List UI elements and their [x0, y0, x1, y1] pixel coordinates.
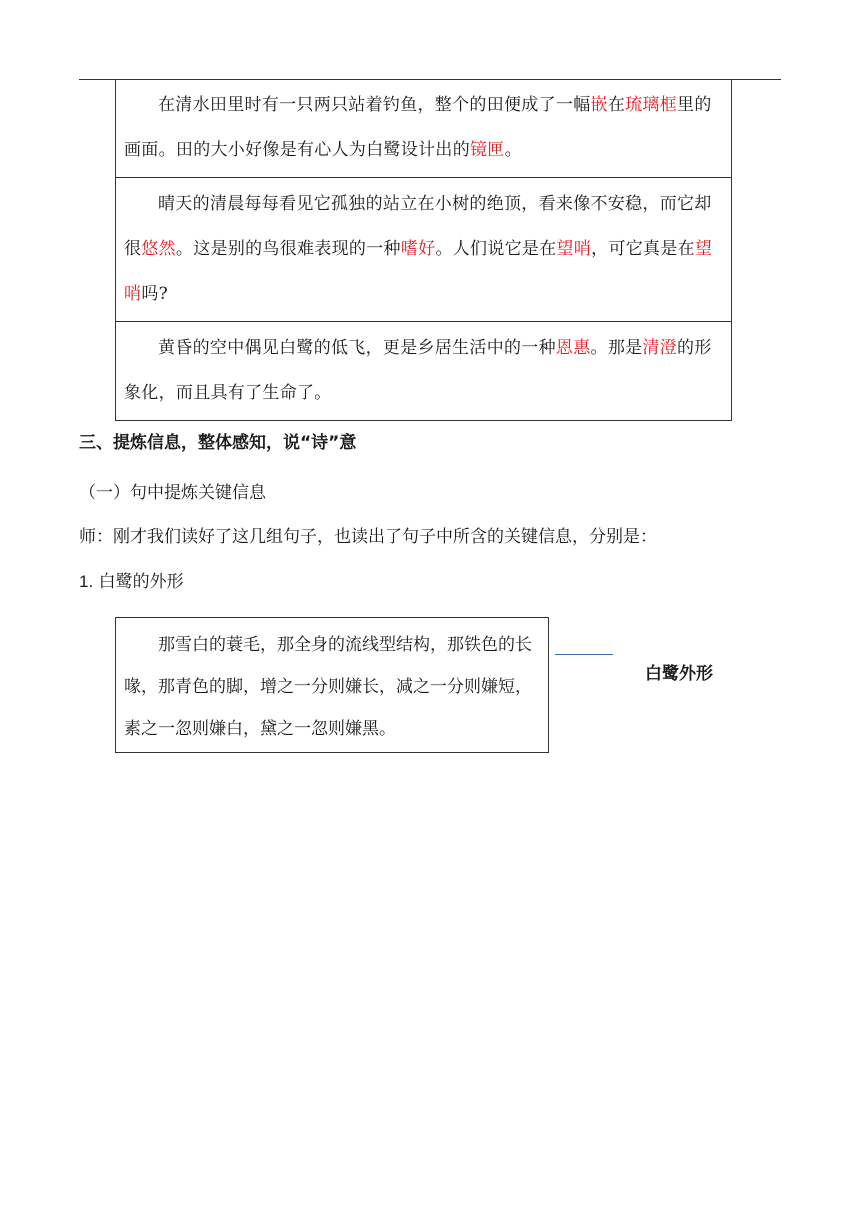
passage-cell [116, 321, 731, 420]
passage-text: 黄昏的空中偶见白鹭的低飞，更是乡居生活中的一种 [158, 338, 556, 358]
passage-text: 在 [607, 95, 626, 115]
highlighted-word: 嗜好 [400, 239, 436, 259]
list-item-text: 白鹭的外形 [93, 572, 184, 592]
quote-box: 那雪白的蓑毛，那全身的流线型结构，那铁色的长喙，那青色的脚，增之一分则嫌长，减之一分则嫌短，素之一忽则嫌白，黛之一忽则嫌黑。 [115, 617, 549, 753]
highlighted-word: 望哨 [556, 239, 592, 259]
highlighted-word: 清澄 [642, 338, 678, 358]
teacher-line: 师：刚才我们读好了这几组句子，也读出了句子中所含的关键信息，分别是： [79, 527, 657, 547]
highlighted-word: 悠然 [141, 239, 176, 259]
highlighted-word: 望哨 [124, 239, 713, 304]
list-item [79, 567, 184, 592]
section-heading: 三、提炼信息，整体感知，说“诗”意 [79, 433, 357, 453]
sub-heading: （一）句中提炼关键信息 [79, 483, 266, 503]
highlighted-word: 琉璃框 [625, 95, 678, 115]
passage-text: ，可它真是在 [591, 239, 695, 259]
passage-text: 的形象化，而且具有了生命了。 [124, 338, 712, 403]
passage-text: 。这是别的鸟很难表现的一种 [175, 239, 401, 259]
passage-table [115, 79, 732, 421]
passage-text: 晴天的清晨每每看见它孤独的站立在小树的绝顶，看来像不安稳，而它却很 [124, 194, 712, 259]
highlighted-word: 镜匣 [470, 140, 505, 160]
highlighted-word: 恩惠 [555, 338, 591, 358]
passage-text: 吗? [141, 284, 169, 304]
passage-text: 里的画面。田的大小好像是有心人为白鹭设计出的 [124, 95, 712, 160]
passage-text: 。那是 [590, 338, 643, 358]
list-item-number: 1. [79, 572, 94, 591]
passage-cell [116, 177, 731, 321]
key-info-label: 白鹭外形 [645, 664, 713, 684]
passage-text: 在清水田里时有一只两只站着钓鱼，整个的田便成了一幅 [158, 95, 591, 115]
passage-cell [116, 79, 731, 177]
connector-line [555, 654, 613, 655]
passage-text: 。人们说它是在 [435, 239, 557, 259]
passage-text: 。 [504, 140, 522, 160]
highlighted-word: 嵌 [590, 95, 608, 115]
